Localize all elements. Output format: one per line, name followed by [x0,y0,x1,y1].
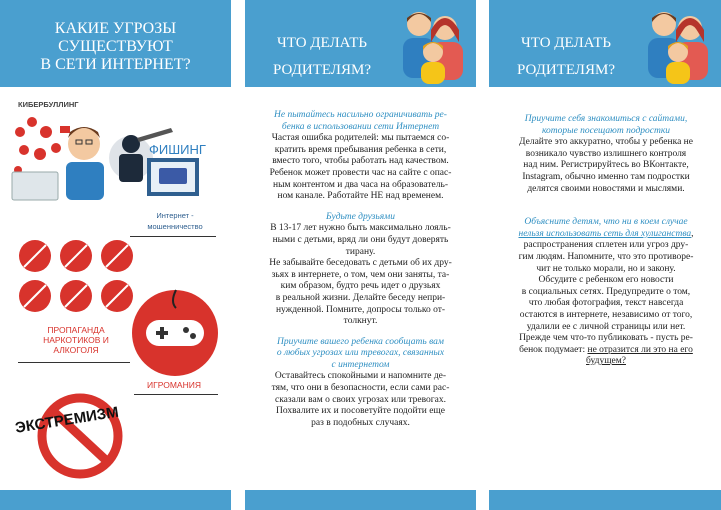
heading-tail: , [691,228,694,239]
panel-parents-advice-1 [245,0,476,510]
advice-heading [251,110,470,133]
text-line: Делайте это аккуратно, чтобы у ребенка не [519,137,693,148]
text-line: Прежде чем что-то публиковать - пусть ре- [519,333,693,344]
text-line: толкнут. [343,316,378,327]
panel3-title [501,30,631,84]
advice-heading [251,212,470,224]
text-line: в социальных сетях. Предупредите о том, [521,286,691,297]
heading-line: которые посещают подростки [541,125,671,136]
text-line: тирану. [345,246,376,257]
gaming-illustration [130,288,220,378]
text-line: сказали вам о своих угрозах или тревогах. [274,394,446,405]
advice-text [251,223,470,327]
panel2-footer [245,490,476,510]
advice-text [495,137,717,195]
laptop-icon [12,172,58,200]
advice-heading [251,337,470,372]
hacker-icon [122,135,140,153]
drugs-caption-line: НАРКОТИКОВ И [43,335,109,345]
heading-line: бенка в использовании сети Интернет [281,121,440,132]
drugs-caption-line: АЛКОГОЛЯ [53,345,99,355]
drugs-caption-line: ПРОПАГАНДА [47,325,105,335]
text-line: Похвалите их и посоветуйте подойти еще [276,406,445,417]
gaming-underline [134,394,218,395]
text-plain: бенок подумает: [519,344,588,355]
text-line: ном канале. Работайте НЕ над временем. [277,191,444,202]
title-line: ЧТО ДЕЛАТЬ [521,35,611,51]
drugs-underline [18,362,130,363]
phishing-illustration [107,124,223,204]
text-line: Обсудите с ребенком его новости [538,275,674,286]
heading-line: о любых угрозах или тревогах, связанных [276,348,445,359]
prohibited-icon [19,240,133,312]
heading-line: Объясните детям, что ни в коем случае [524,217,688,228]
text-line: что любая фотография, текст навсегда [528,298,684,309]
fraud-caption-line: мошенничество [147,222,203,231]
panel-threats [0,0,231,510]
text-line: вместо того, чтобы работать над качеством. [272,156,449,167]
text-line: Оставайтесь спокойными и напомните де- [274,371,447,382]
panel3-banner [489,0,721,87]
title-line: СУЩЕСТВУЮТ [58,38,173,55]
text-line: гим людям. Напомните, что это противоре- [518,251,694,262]
title-line: КАКИЕ УГРОЗЫ [54,20,177,37]
gamepad-icon [146,320,204,346]
text-line: тям, что они в безопасности, если сами рас- [271,383,450,394]
text-line: раз в подобных случаях. [311,417,410,428]
card-icon [159,168,187,184]
text-line: чит не только морали, но и закону. [536,263,676,274]
text-line: ными с детьми, вряд ли они будут доверять [272,234,449,245]
heading-line: Приучите себя знакомиться с сайтами, [524,114,688,124]
panel1-title [6,20,225,74]
text-line: удалили ее с личной страницы или нет. [526,321,686,332]
text-line: кратить время пребывания ребенка в сети, [274,144,447,155]
heading-line: с интернетом [331,359,390,370]
advice-heading [495,217,717,240]
text-line [495,345,717,357]
advice-text [495,240,717,368]
title-line: РОДИТЕЛЯМ? [517,62,615,78]
heading-line [495,229,717,241]
text-line: зьях в интернете, о том, чем они заняты, та- [271,269,450,280]
advice-heading [495,114,717,137]
text-line: над ним. Регистрируйтесь во ВКонтакте, [523,160,689,171]
panel3-body [495,114,717,368]
panel-parents-advice-2 [489,0,721,510]
title-line: РОДИТЕЛЯМ? [273,62,371,78]
text-line: Instagram, обычно именно там подростки [522,171,690,182]
drugs-caption [34,325,118,355]
panel1-banner [0,0,231,87]
heading-line: Не пытайтесь насильно ограничивать ре- [274,110,447,120]
text-line: ким образом, будто речь идет о друзьях [280,281,441,292]
panel2-title [257,30,387,84]
fishing-rod-icon [137,128,173,142]
text-line: В 13-17 лет нужно быть максимально лояль- [270,223,451,234]
cyberbullying-illustration [10,110,110,205]
phishing-label: ФИШИНГ [149,142,206,157]
gaming-caption: ИГРОМАНИЯ [147,380,201,390]
panel1-footer [0,490,231,510]
text-line: ным контентом и два часа на образователь- [272,179,449,190]
panel2-banner [245,0,476,87]
advice-text [251,371,470,429]
text-line: распространения сплетен или угроз дру- [523,240,689,251]
title-line: В СЕТИ ИНТЕРНЕТ? [40,56,191,73]
text-line: возникало чувство излишнего контроля [525,148,687,159]
text-underlined: будущем? [586,356,626,367]
text-line: Не забывайте беседовать с детьми об их дру- [269,258,452,269]
person-body-icon [66,162,104,200]
text-line: в реальной жизни. Делайте беседу непри- [275,292,446,303]
extremism-illustration [18,392,144,480]
family-icon [397,8,467,84]
text-line: остаются в интернете, независимо от того, [519,309,693,320]
cyberbullying-label: КИБЕРБУЛЛИНГ [18,100,79,109]
heading-line: Будьте друзьями [326,211,395,222]
text-line: Частая ошибка родителей: мы пытаемся со- [271,133,450,144]
fraud-caption [140,210,210,232]
text-line: Ребенок может провести час на сайте с опас- [269,167,452,178]
panel2-body [251,110,470,429]
family-icon [642,8,712,84]
heading-line: Приучите вашего ребенка сообщать вам [277,336,444,347]
text-line: нужденной. Помните, допросы только от- [275,304,446,315]
heading-underlined: нельзя использовать сеть для хулиганства [518,228,692,239]
extremism-label: ЭКСТРЕМИЗМ [14,403,120,437]
panel3-footer [489,490,721,510]
drugs-icons [18,238,138,318]
fraud-caption-line: Интернет - [156,211,194,220]
threat-icons [14,117,70,174]
title-line: ЧТО ДЕЛАТЬ [277,35,367,51]
fraud-underline [130,236,216,237]
text-line: делятся своими новостями и мыслями. [527,183,685,194]
advice-text [251,133,470,203]
text-underlined: не отразится ли это на его [587,344,693,355]
